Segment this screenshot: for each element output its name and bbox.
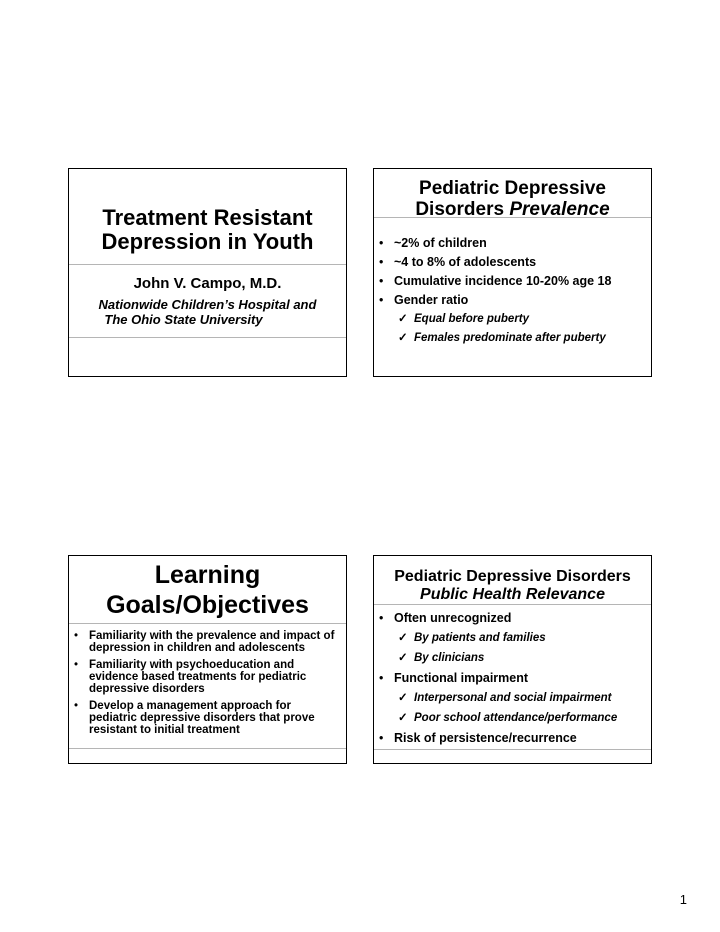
slide-2-title-plain: Disorders	[415, 198, 510, 220]
slide-3-bullet	[69, 630, 342, 654]
check-icon: ✓	[398, 332, 408, 344]
slide-2-sub-bullet	[374, 331, 647, 346]
slide-1-title	[69, 206, 346, 254]
slide-2-divider	[374, 217, 651, 218]
bullet-text: Often unrecognized	[394, 611, 512, 625]
slide-1-title-line-1: Treatment Resistant	[102, 205, 313, 230]
slide-3-title-line-2: Goals/Objectives	[106, 591, 309, 619]
slide-4-bullet	[374, 611, 647, 626]
page-number: 1	[679, 892, 687, 907]
slide-2-sub-bullet	[374, 312, 647, 327]
bullet-text: Poor school attendance/performance	[414, 712, 618, 724]
bullet-text: Develop a management approach for pediatric depressive disorders that prove resistant to initial treatment	[89, 700, 315, 736]
check-icon: ✓	[398, 692, 408, 704]
slide-3-bullet	[69, 700, 342, 736]
slide-4-divider-bottom	[374, 749, 651, 750]
slide-2-bullet-list	[374, 236, 647, 346]
slide-2-bullet	[374, 274, 647, 289]
slide-4-title-line-1: Pediatric Depressive Disorders	[394, 568, 631, 585]
slide-4-sub-bullet	[374, 711, 647, 726]
slide-1-affiliation	[69, 297, 346, 327]
slide-4-title	[374, 568, 651, 604]
slide-1-author: John V. Campo, M.D.	[133, 275, 282, 292]
slide-1-divider-top	[69, 264, 346, 265]
check-icon: ✓	[398, 712, 408, 724]
bullet-text: Interpersonal and social impairment	[414, 692, 612, 704]
bullet-text: Familiarity with the prevalence and impact of depression in children and adolescents	[89, 630, 335, 654]
slide-4-sub-bullet	[374, 631, 647, 646]
slide-2-title-italic: Prevalence	[509, 198, 610, 220]
bullet-text: Familiarity with psychoeducation and evidence based treatments for pediatric depressive disorders	[89, 659, 307, 695]
slide-3-title	[69, 560, 346, 620]
slide-4	[373, 555, 652, 764]
bullet-text: Gender ratio	[394, 293, 469, 307]
slide-4-bullet	[374, 671, 647, 686]
slide-4-divider-top	[374, 604, 651, 605]
bullet-text: Equal before puberty	[414, 313, 530, 325]
slide-3-bullet-list	[69, 630, 342, 736]
slide-3-title-line-1: Learning	[154, 561, 261, 589]
slide-3-divider-bottom	[69, 748, 346, 749]
slide-1	[68, 168, 347, 377]
bullet-text: Cumulative incidence 10-20% age 18	[394, 274, 612, 288]
slide-2-bullet	[374, 255, 647, 270]
slide-4-bullet	[374, 731, 647, 746]
bullet-text: By patients and families	[414, 632, 546, 644]
slide-2-bullet	[374, 236, 647, 251]
slide-3-divider-top	[69, 623, 346, 624]
slide-4-title-line-2: Public Health Relevance	[420, 586, 605, 603]
slide-3-bullet	[69, 659, 342, 695]
slide-2	[373, 168, 652, 377]
slide-4-bullet-list	[374, 611, 647, 746]
slide-2-title-line-1: Pediatric Depressive	[419, 178, 606, 199]
bullet-text: Risk of persistence/recurrence	[394, 731, 577, 745]
bullet-text: ~4 to 8% of adolescents	[394, 255, 537, 269]
slide-4-sub-bullet	[374, 651, 647, 666]
check-icon: ✓	[398, 313, 408, 325]
slide-2-title	[374, 179, 651, 220]
bullet-text: Functional impairment	[394, 671, 529, 685]
check-icon: ✓	[398, 632, 408, 644]
bullet-text: Females predominate after puberty	[414, 332, 606, 344]
bullet-text: By clinicians	[414, 652, 485, 664]
slide-1-title-line-2: Depression in Youth	[101, 228, 314, 254]
slide-1-affiliation-line-1: Nationwide Children’s Hospital and	[98, 297, 317, 312]
slide-1-divider-bottom	[69, 337, 346, 338]
slide-2-bullet	[374, 293, 647, 308]
slide-3	[68, 555, 347, 764]
bullet-text: ~2% of children	[394, 236, 487, 250]
slide-1-affiliation-line-2: The Ohio State University	[104, 312, 263, 327]
slide-4-sub-bullet	[374, 691, 647, 706]
check-icon: ✓	[398, 652, 408, 664]
